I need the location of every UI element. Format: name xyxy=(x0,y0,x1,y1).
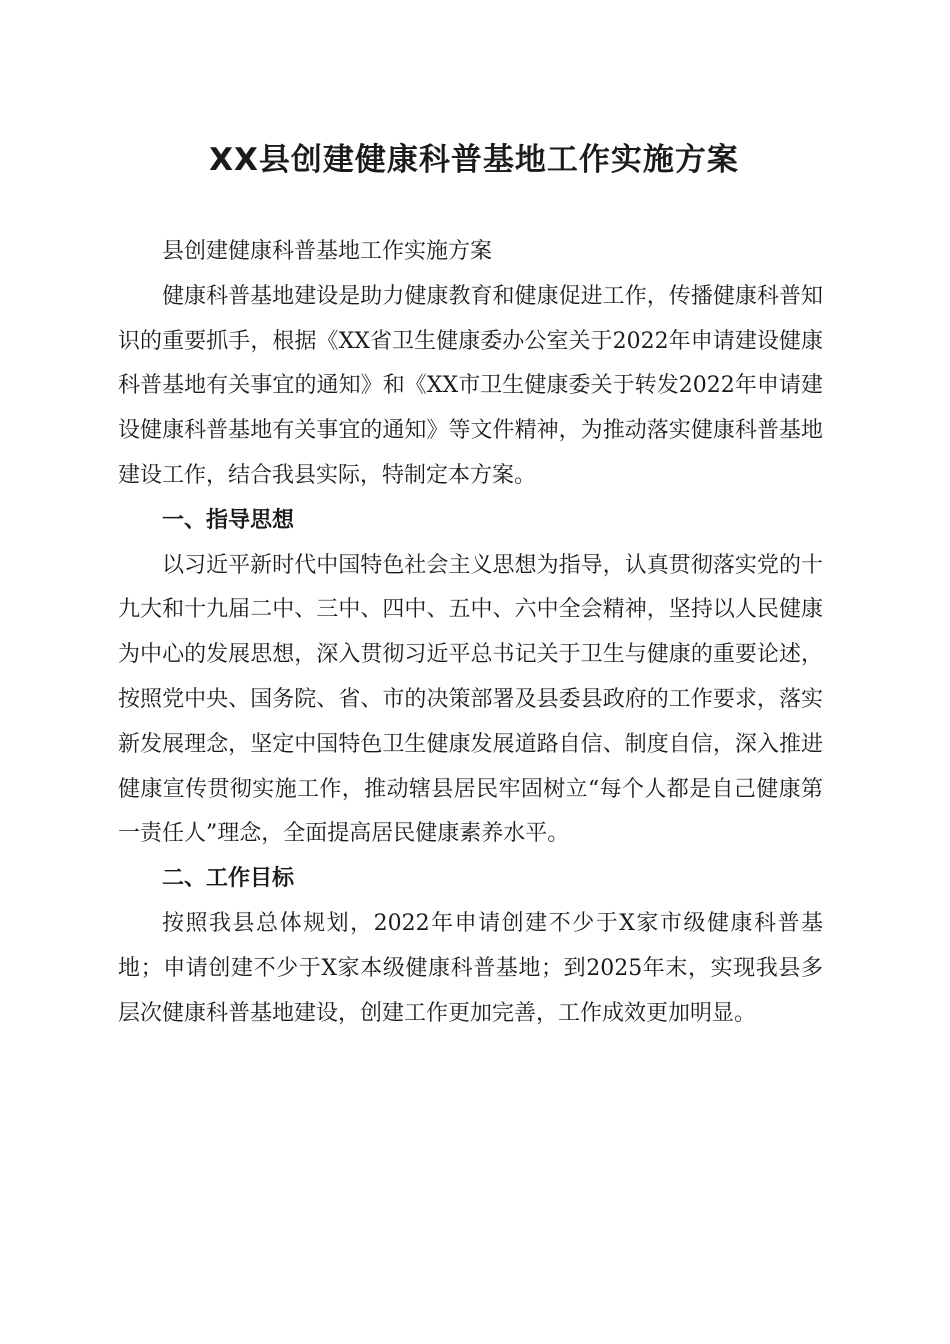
section-heading-guiding-ideology: 一、指导思想 xyxy=(162,507,295,533)
intro-paragraph: 健康科普基地建设是助力健康教育和健康促进工作，传播健康科普知识的重要抓手，根据《XX省卫生健康委办公室关于2022年申请建设健康科普基地有关事宜的通知》和《XX市卫生健康委关于转发2022年申请建设健康科普基地有关事宜的通知》等文件精神，为推动落实健康科普基地建设工作，结合我县实际，特制定本方案。 xyxy=(118,283,823,488)
section-paragraph-guiding-ideology: 以习近平新时代中国特色社会主义思想为指导，认真贯彻落实党的十九大和十九届二中、三中、四中、五中、六中全会精神，坚持以人民健康为中心的发展思想，深入贯彻习近平总书记关于卫生与健康的重要论述，按照党中央、国务院、省、市的决策部署及县委县政府的工作要求，落实新发展理念，坚定中国特色卫生健康发展道路自信、制度自信，深入推进健康宣传贯彻实施工作，推动辖县居民牢固树立“每个人都是自己健康第一责任人”理念，全面提高居民健康素养水平。 xyxy=(118,552,823,847)
document-subtitle: 县创建健康科普基地工作实施方案 xyxy=(162,239,493,264)
document-body xyxy=(118,230,823,1036)
document-title: XX县创建健康科普基地工作实施方案 xyxy=(209,142,739,178)
section-paragraph-work-goals: 按照我县总体规划，2022年申请创建不少于X家市级健康科普基地；申请创建不少于X家本级健康科普基地；到2025年末，实现我县多层次健康科普基地建设，创建工作更加完善，工作成效更加明显。 xyxy=(118,910,823,1026)
section-heading-work-goals: 二、工作目标 xyxy=(162,866,295,892)
